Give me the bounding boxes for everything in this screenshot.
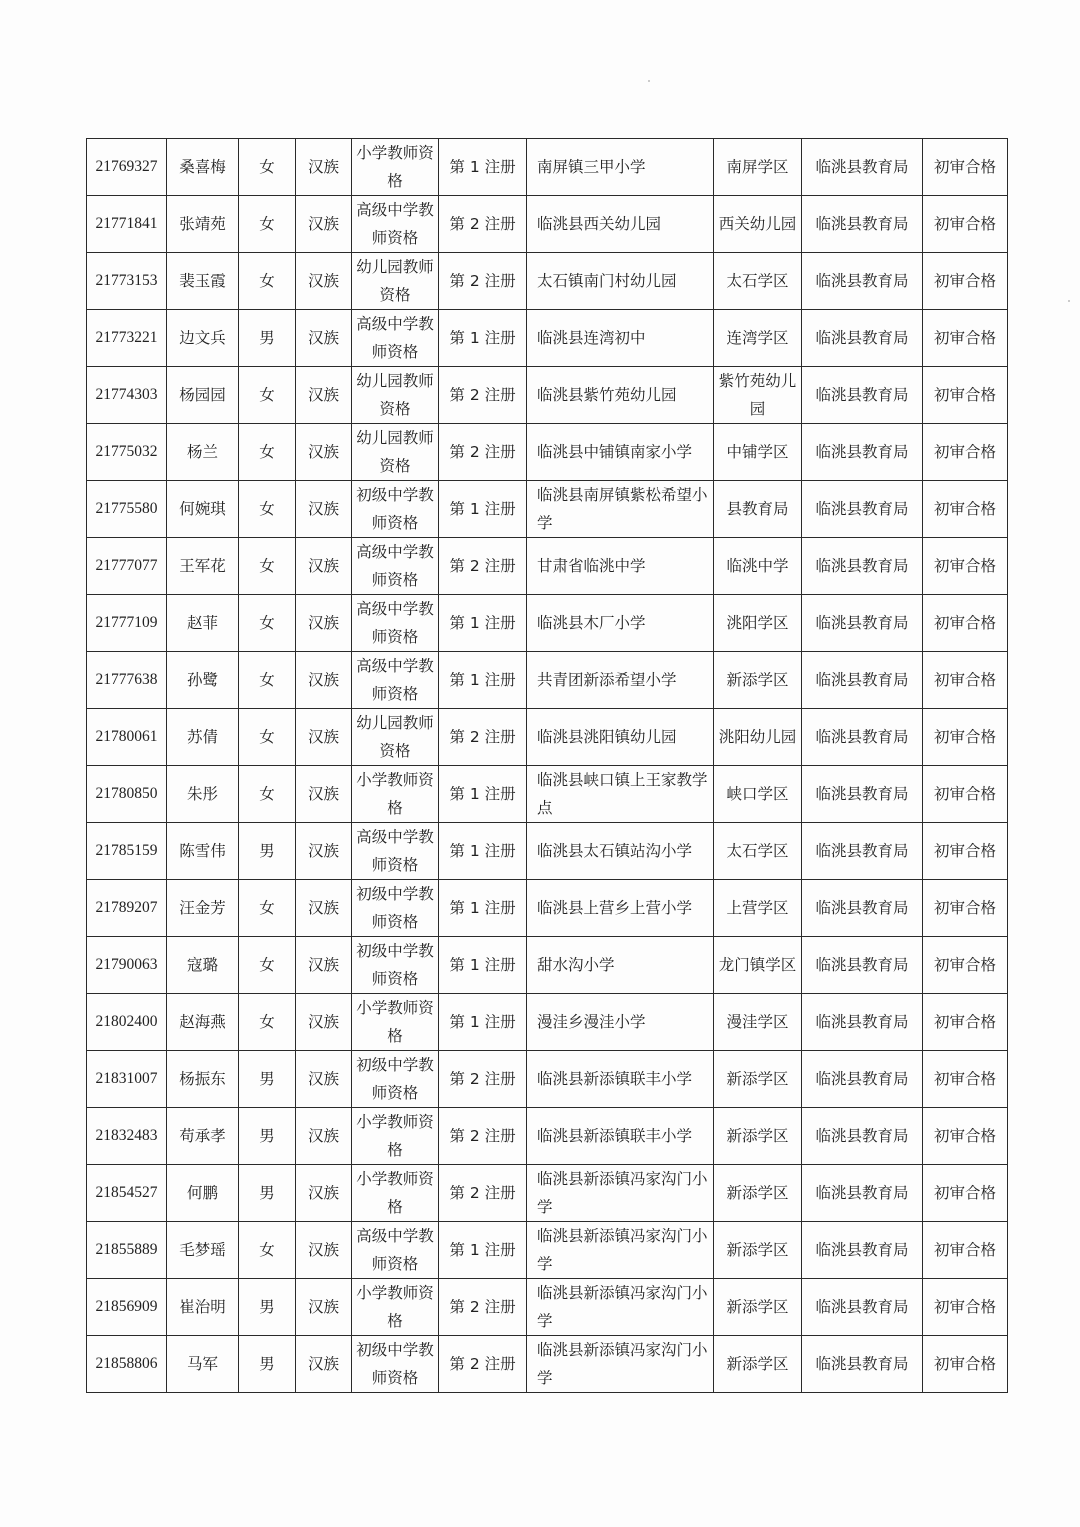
ethnicity-cell: 汉族 xyxy=(296,1279,352,1336)
district-cell: 南屏学区 xyxy=(714,139,802,196)
bureau-cell: 临洮县教育局 xyxy=(802,139,923,196)
review-status-cell: 初审合格 xyxy=(923,367,1008,424)
qualification-cell: 高级中学教师资格 xyxy=(352,823,439,880)
ethnicity-cell: 汉族 xyxy=(296,652,352,709)
table-row xyxy=(87,253,1008,310)
qualification-cell: 高级中学教师资格 xyxy=(352,652,439,709)
name-cell: 赵海燕 xyxy=(167,994,239,1051)
name-cell: 毛梦瑶 xyxy=(167,1222,239,1279)
school-cell: 临洮县西关幼儿园 xyxy=(527,196,714,253)
qualification-cell: 幼儿园教师资格 xyxy=(352,424,439,481)
bureau-cell: 临洮县教育局 xyxy=(802,481,923,538)
registration-type-cell: 第 1 注册 xyxy=(439,994,527,1051)
name-cell: 何鹏 xyxy=(167,1165,239,1222)
table-row xyxy=(87,367,1008,424)
gender-cell: 女 xyxy=(239,994,296,1051)
gender-cell: 男 xyxy=(239,1279,296,1336)
review-status-cell: 初审合格 xyxy=(923,1222,1008,1279)
gender-cell: 女 xyxy=(239,196,296,253)
review-status-cell: 初审合格 xyxy=(923,880,1008,937)
school-cell: 太石镇南门村幼儿园 xyxy=(527,253,714,310)
school-cell: 甜水沟小学 xyxy=(527,937,714,994)
review-status-cell: 初审合格 xyxy=(923,481,1008,538)
district-cell: 连湾学区 xyxy=(714,310,802,367)
school-cell: 临洮县紫竹苑幼儿园 xyxy=(527,367,714,424)
qualification-cell: 高级中学教师资格 xyxy=(352,538,439,595)
bureau-cell: 临洮县教育局 xyxy=(802,1222,923,1279)
name-cell: 崔治明 xyxy=(167,1279,239,1336)
registration-type-cell: 第 2 注册 xyxy=(439,538,527,595)
name-cell: 杨园园 xyxy=(167,367,239,424)
qualification-cell: 小学教师资格 xyxy=(352,1108,439,1165)
table-row xyxy=(87,424,1008,481)
table-row xyxy=(87,595,1008,652)
ethnicity-cell: 汉族 xyxy=(296,1336,352,1393)
gender-cell: 男 xyxy=(239,1051,296,1108)
name-cell: 马军 xyxy=(167,1336,239,1393)
cert-number-cell: 21771841 xyxy=(87,196,167,253)
qualification-cell: 幼儿园教师资格 xyxy=(352,709,439,766)
registration-type-cell: 第 1 注册 xyxy=(439,823,527,880)
district-cell: 太石学区 xyxy=(714,253,802,310)
school-cell: 临洮县峡口镇上王家教学点 xyxy=(527,766,714,823)
registration-type-cell: 第 2 注册 xyxy=(439,367,527,424)
review-status-cell: 初审合格 xyxy=(923,595,1008,652)
school-cell: 临洮县新添镇冯家沟门小学 xyxy=(527,1222,714,1279)
school-cell: 临洮县上营乡上营小学 xyxy=(527,880,714,937)
cert-number-cell: 21780850 xyxy=(87,766,167,823)
name-cell: 汪金芳 xyxy=(167,880,239,937)
review-status-cell: 初审合格 xyxy=(923,139,1008,196)
school-cell: 临洮县新添镇联丰小学 xyxy=(527,1051,714,1108)
qualification-cell: 幼儿园教师资格 xyxy=(352,253,439,310)
name-cell: 赵菲 xyxy=(167,595,239,652)
review-status-cell: 初审合格 xyxy=(923,823,1008,880)
school-cell: 共青团新添希望小学 xyxy=(527,652,714,709)
table-row xyxy=(87,1222,1008,1279)
district-cell: 新添学区 xyxy=(714,1279,802,1336)
review-status-cell: 初审合格 xyxy=(923,1051,1008,1108)
gender-cell: 女 xyxy=(239,595,296,652)
school-cell: 临洮县南屏镇紫松希望小学 xyxy=(527,481,714,538)
name-cell: 张靖苑 xyxy=(167,196,239,253)
registration-type-cell: 第 1 注册 xyxy=(439,880,527,937)
table-row xyxy=(87,1108,1008,1165)
cert-number-cell: 21785159 xyxy=(87,823,167,880)
registration-type-cell: 第 2 注册 xyxy=(439,709,527,766)
table-row xyxy=(87,1336,1008,1393)
ethnicity-cell: 汉族 xyxy=(296,481,352,538)
bureau-cell: 临洮县教育局 xyxy=(802,310,923,367)
qualification-cell: 小学教师资格 xyxy=(352,1165,439,1222)
registration-type-cell: 第 1 注册 xyxy=(439,139,527,196)
district-cell: 新添学区 xyxy=(714,652,802,709)
qualification-cell: 小学教师资格 xyxy=(352,1279,439,1336)
gender-cell: 女 xyxy=(239,766,296,823)
school-cell: 临洮县太石镇站沟小学 xyxy=(527,823,714,880)
table-row xyxy=(87,1165,1008,1222)
cert-number-cell: 21775580 xyxy=(87,481,167,538)
qualification-cell: 幼儿园教师资格 xyxy=(352,367,439,424)
name-cell: 桑喜梅 xyxy=(167,139,239,196)
district-cell: 新添学区 xyxy=(714,1222,802,1279)
school-cell: 临洮县新添镇冯家沟门小学 xyxy=(527,1336,714,1393)
registration-type-cell: 第 1 注册 xyxy=(439,595,527,652)
bureau-cell: 临洮县教育局 xyxy=(802,937,923,994)
scan-speck xyxy=(1068,300,1070,302)
ethnicity-cell: 汉族 xyxy=(296,310,352,367)
bureau-cell: 临洮县教育局 xyxy=(802,1279,923,1336)
ethnicity-cell: 汉族 xyxy=(296,253,352,310)
district-cell: 龙门镇学区 xyxy=(714,937,802,994)
table-row xyxy=(87,538,1008,595)
bureau-cell: 临洮县教育局 xyxy=(802,1051,923,1108)
bureau-cell: 临洮县教育局 xyxy=(802,766,923,823)
qualification-cell: 初级中学教师资格 xyxy=(352,1051,439,1108)
ethnicity-cell: 汉族 xyxy=(296,595,352,652)
cert-number-cell: 21775032 xyxy=(87,424,167,481)
table-row xyxy=(87,1279,1008,1336)
registration-type-cell: 第 2 注册 xyxy=(439,1108,527,1165)
registration-type-cell: 第 2 注册 xyxy=(439,1279,527,1336)
gender-cell: 女 xyxy=(239,880,296,937)
cert-number-cell: 21855889 xyxy=(87,1222,167,1279)
review-status-cell: 初审合格 xyxy=(923,196,1008,253)
registration-type-cell: 第 1 注册 xyxy=(439,1222,527,1279)
cert-number-cell: 21769327 xyxy=(87,139,167,196)
bureau-cell: 临洮县教育局 xyxy=(802,367,923,424)
bureau-cell: 临洮县教育局 xyxy=(802,1165,923,1222)
registration-type-cell: 第 2 注册 xyxy=(439,1165,527,1222)
ethnicity-cell: 汉族 xyxy=(296,709,352,766)
school-cell: 临洮县木厂小学 xyxy=(527,595,714,652)
table-row xyxy=(87,880,1008,937)
ethnicity-cell: 汉族 xyxy=(296,538,352,595)
bureau-cell: 临洮县教育局 xyxy=(802,1336,923,1393)
table-row xyxy=(87,652,1008,709)
gender-cell: 女 xyxy=(239,538,296,595)
table-row xyxy=(87,937,1008,994)
registration-type-cell: 第 1 注册 xyxy=(439,766,527,823)
district-cell: 新添学区 xyxy=(714,1108,802,1165)
qualification-cell: 初级中学教师资格 xyxy=(352,937,439,994)
ethnicity-cell: 汉族 xyxy=(296,1165,352,1222)
cert-number-cell: 21777077 xyxy=(87,538,167,595)
name-cell: 朱彤 xyxy=(167,766,239,823)
district-cell: 县教育局 xyxy=(714,481,802,538)
school-cell: 临洮县新添镇联丰小学 xyxy=(527,1108,714,1165)
gender-cell: 女 xyxy=(239,367,296,424)
bureau-cell: 临洮县教育局 xyxy=(802,994,923,1051)
cert-number-cell: 21831007 xyxy=(87,1051,167,1108)
cert-number-cell: 21854527 xyxy=(87,1165,167,1222)
district-cell: 中铺学区 xyxy=(714,424,802,481)
cert-number-cell: 21858806 xyxy=(87,1336,167,1393)
district-cell: 紫竹苑幼儿园 xyxy=(714,367,802,424)
bureau-cell: 临洮县教育局 xyxy=(802,880,923,937)
qualification-cell: 初级中学教师资格 xyxy=(352,481,439,538)
name-cell: 何婉琪 xyxy=(167,481,239,538)
table-row xyxy=(87,994,1008,1051)
school-cell: 漫洼乡漫洼小学 xyxy=(527,994,714,1051)
ethnicity-cell: 汉族 xyxy=(296,823,352,880)
registration-type-cell: 第 2 注册 xyxy=(439,196,527,253)
gender-cell: 女 xyxy=(239,1222,296,1279)
gender-cell: 女 xyxy=(239,652,296,709)
table-row xyxy=(87,196,1008,253)
ethnicity-cell: 汉族 xyxy=(296,766,352,823)
name-cell: 孙鹭 xyxy=(167,652,239,709)
name-cell: 王军花 xyxy=(167,538,239,595)
name-cell: 苏倩 xyxy=(167,709,239,766)
cert-number-cell: 21777638 xyxy=(87,652,167,709)
qualification-cell: 初级中学教师资格 xyxy=(352,1336,439,1393)
bureau-cell: 临洮县教育局 xyxy=(802,709,923,766)
name-cell: 寇璐 xyxy=(167,937,239,994)
ethnicity-cell: 汉族 xyxy=(296,1222,352,1279)
district-cell: 新添学区 xyxy=(714,1336,802,1393)
school-cell: 南屏镇三甲小学 xyxy=(527,139,714,196)
cert-number-cell: 21802400 xyxy=(87,994,167,1051)
ethnicity-cell: 汉族 xyxy=(296,196,352,253)
district-cell: 西关幼儿园 xyxy=(714,196,802,253)
review-status-cell: 初审合格 xyxy=(923,652,1008,709)
district-cell: 洮阳学区 xyxy=(714,595,802,652)
registration-type-cell: 第 1 注册 xyxy=(439,310,527,367)
qualification-cell: 高级中学教师资格 xyxy=(352,310,439,367)
school-cell: 甘肃省临洮中学 xyxy=(527,538,714,595)
cert-number-cell: 21856909 xyxy=(87,1279,167,1336)
review-status-cell: 初审合格 xyxy=(923,937,1008,994)
district-cell: 峡口学区 xyxy=(714,766,802,823)
bureau-cell: 临洮县教育局 xyxy=(802,424,923,481)
registration-type-cell: 第 2 注册 xyxy=(439,1336,527,1393)
registration-type-cell: 第 2 注册 xyxy=(439,253,527,310)
bureau-cell: 临洮县教育局 xyxy=(802,652,923,709)
review-status-cell: 初审合格 xyxy=(923,253,1008,310)
gender-cell: 女 xyxy=(239,139,296,196)
cert-number-cell: 21790063 xyxy=(87,937,167,994)
qualification-cell: 高级中学教师资格 xyxy=(352,1222,439,1279)
review-status-cell: 初审合格 xyxy=(923,538,1008,595)
bureau-cell: 临洮县教育局 xyxy=(802,823,923,880)
bureau-cell: 临洮县教育局 xyxy=(802,196,923,253)
gender-cell: 男 xyxy=(239,1165,296,1222)
name-cell: 杨兰 xyxy=(167,424,239,481)
review-status-cell: 初审合格 xyxy=(923,1279,1008,1336)
ethnicity-cell: 汉族 xyxy=(296,994,352,1051)
cert-number-cell: 21773153 xyxy=(87,253,167,310)
cert-number-cell: 21832483 xyxy=(87,1108,167,1165)
qualification-cell: 小学教师资格 xyxy=(352,994,439,1051)
school-cell: 临洮县新添镇冯家沟门小学 xyxy=(527,1165,714,1222)
ethnicity-cell: 汉族 xyxy=(296,139,352,196)
ethnicity-cell: 汉族 xyxy=(296,937,352,994)
review-status-cell: 初审合格 xyxy=(923,424,1008,481)
qualification-cell: 高级中学教师资格 xyxy=(352,595,439,652)
gender-cell: 男 xyxy=(239,823,296,880)
review-status-cell: 初审合格 xyxy=(923,1108,1008,1165)
review-status-cell: 初审合格 xyxy=(923,766,1008,823)
gender-cell: 男 xyxy=(239,1108,296,1165)
qualification-cell: 小学教师资格 xyxy=(352,766,439,823)
cert-number-cell: 21780061 xyxy=(87,709,167,766)
table-row xyxy=(87,766,1008,823)
school-cell: 临洮县连湾初中 xyxy=(527,310,714,367)
ethnicity-cell: 汉族 xyxy=(296,424,352,481)
gender-cell: 女 xyxy=(239,253,296,310)
cert-number-cell: 21777109 xyxy=(87,595,167,652)
school-cell: 临洮县新添镇冯家沟门小学 xyxy=(527,1279,714,1336)
bureau-cell: 临洮县教育局 xyxy=(802,538,923,595)
gender-cell: 女 xyxy=(239,937,296,994)
table-row xyxy=(87,481,1008,538)
ethnicity-cell: 汉族 xyxy=(296,1051,352,1108)
review-status-cell: 初审合格 xyxy=(923,310,1008,367)
review-status-cell: 初审合格 xyxy=(923,994,1008,1051)
cert-number-cell: 21774303 xyxy=(87,367,167,424)
name-cell: 陈雪伟 xyxy=(167,823,239,880)
gender-cell: 女 xyxy=(239,709,296,766)
table-row xyxy=(87,1051,1008,1108)
table-row xyxy=(87,709,1008,766)
district-cell: 新添学区 xyxy=(714,1165,802,1222)
district-cell: 上营学区 xyxy=(714,880,802,937)
bureau-cell: 临洮县教育局 xyxy=(802,595,923,652)
registration-type-cell: 第 1 注册 xyxy=(439,481,527,538)
qualification-cell: 初级中学教师资格 xyxy=(352,880,439,937)
review-status-cell: 初审合格 xyxy=(923,1165,1008,1222)
table-row xyxy=(87,139,1008,196)
teacher-registration-table xyxy=(86,138,1008,1393)
qualification-cell: 小学教师资格 xyxy=(352,139,439,196)
table-body xyxy=(87,139,1008,1393)
name-cell: 苟承孝 xyxy=(167,1108,239,1165)
review-status-cell: 初审合格 xyxy=(923,1336,1008,1393)
name-cell: 裴玉霞 xyxy=(167,253,239,310)
district-cell: 临洮中学 xyxy=(714,538,802,595)
gender-cell: 男 xyxy=(239,310,296,367)
name-cell: 杨振东 xyxy=(167,1051,239,1108)
qualification-cell: 高级中学教师资格 xyxy=(352,196,439,253)
table-row xyxy=(87,310,1008,367)
school-cell: 临洮县中铺镇南家小学 xyxy=(527,424,714,481)
bureau-cell: 临洮县教育局 xyxy=(802,1108,923,1165)
gender-cell: 女 xyxy=(239,424,296,481)
district-cell: 洮阳幼儿园 xyxy=(714,709,802,766)
registration-type-cell: 第 1 注册 xyxy=(439,937,527,994)
ethnicity-cell: 汉族 xyxy=(296,1108,352,1165)
cert-number-cell: 21773221 xyxy=(87,310,167,367)
registration-type-cell: 第 2 注册 xyxy=(439,1051,527,1108)
registration-type-cell: 第 1 注册 xyxy=(439,652,527,709)
table-row xyxy=(87,823,1008,880)
bureau-cell: 临洮县教育局 xyxy=(802,253,923,310)
gender-cell: 男 xyxy=(239,1336,296,1393)
district-cell: 新添学区 xyxy=(714,1051,802,1108)
district-cell: 漫洼学区 xyxy=(714,994,802,1051)
review-status-cell: 初审合格 xyxy=(923,709,1008,766)
cert-number-cell: 21789207 xyxy=(87,880,167,937)
name-cell: 边文兵 xyxy=(167,310,239,367)
ethnicity-cell: 汉族 xyxy=(296,880,352,937)
registration-type-cell: 第 2 注册 xyxy=(439,424,527,481)
district-cell: 太石学区 xyxy=(714,823,802,880)
gender-cell: 女 xyxy=(239,481,296,538)
ethnicity-cell: 汉族 xyxy=(296,367,352,424)
school-cell: 临洮县洮阳镇幼儿园 xyxy=(527,709,714,766)
scan-speck xyxy=(648,80,650,82)
